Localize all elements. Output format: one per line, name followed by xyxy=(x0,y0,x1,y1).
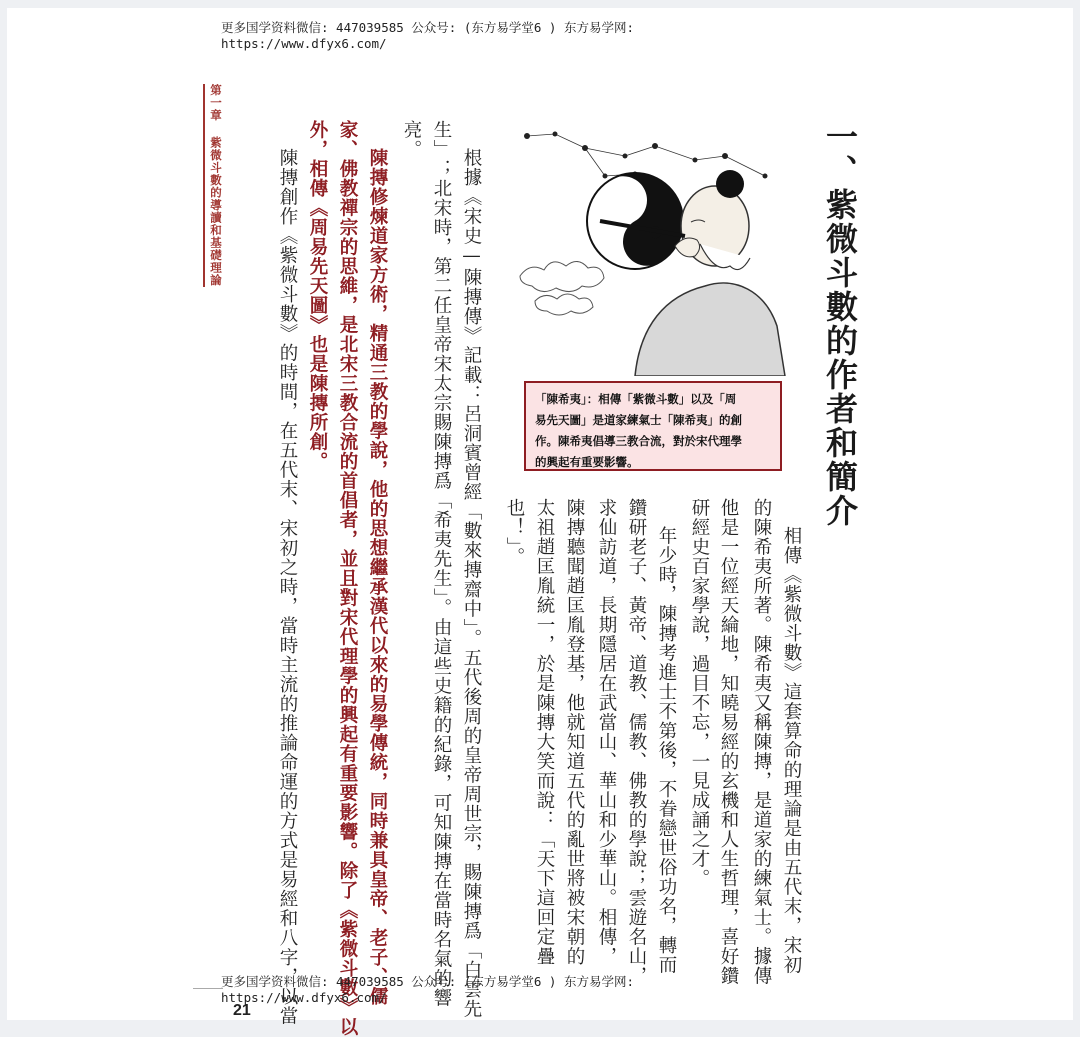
watermark-top: 更多国学资料微信: 447039585 公众号: (东方易学堂6 ) 东方易学网: https://www.dfyx6.com/ xyxy=(221,20,635,51)
body-column-r3: 他是一位經天綸地，知曉易經的玄機和人生哲理，喜好鑽 xyxy=(718,498,739,986)
watermark-bottom: 更多国学资料微信: 447039585 公众号: (东方易学堂6 ) 东方易学网: https://www.dfyx6.com/ xyxy=(221,974,635,1005)
body-column-r2: 的陳希夷所著。陳希夷又稱陳摶，是道家的練氣士。據傳 xyxy=(751,498,772,986)
page-number: 21 xyxy=(233,1002,251,1019)
body-column-l3: 亮。 xyxy=(401,120,422,159)
body-column-r4: 研經史百家學說，過目不忘，一見成誦之才。 xyxy=(689,498,710,888)
body-column-l1: 根據《宋史—陳摶傳》記載：呂洞賓曾經「數來摶齋中」。五代後周的皇帝周世宗，賜陳摶爲「白雲先 xyxy=(461,148,482,1019)
body-column-r6: 鑽研老子、黃帝、道教、儒教、佛教的學說；雲遊名山， xyxy=(626,498,647,986)
section-title: 一、紫微斗數的作者和簡介 xyxy=(821,120,859,528)
chen-xiyi-illustration xyxy=(515,126,787,376)
body-column-r7: 求仙訪道，長期隱居在武當山、華山和少華山。相傳， xyxy=(596,498,617,966)
body-column-l7: 陳摶創作《紫微斗數》的時間，在五代末、宋初之時，當時主流的推論命運的方式是易經和八字，以當 xyxy=(277,148,298,1026)
body-column-l6: 外，相傳《周易先天圖》也是陳摶所創。 xyxy=(307,120,328,471)
body-column-r10: 也！」。 xyxy=(504,498,525,567)
body-column-r9: 太祖趙匡胤統一，於是陳摶大笑而說：「天下這回定疊 xyxy=(534,498,555,966)
body-column-l2: 生」；北宋時，第二任皇帝宋太宗賜陳摶爲「希夷先生」。由這些史籍的紀錄，可知陳摶在當時名氣的響 xyxy=(431,120,452,1008)
body-column-l4: 陳摶修煉道家方術，精通三教的學說，他的思想繼承漢代以來的易學傳統，同時兼具皇帝、老子、儒 xyxy=(367,148,388,1006)
body-column-r1: 相傳《紫微斗數》這套算命的理論是由五代末，宋初 xyxy=(781,526,802,975)
body-column-l5: 家、佛教禪宗的思維，是北宋三教合流的首倡者，並且對宋代理學的興起有重要影響。除了《紫微斗數》以 xyxy=(337,120,358,1037)
body-column-r5: 年少時，陳摶考進士不第後，不眷戀世俗功名，轉而 xyxy=(656,526,677,975)
document-page xyxy=(7,8,1073,1037)
running-head: 第一章 紫微斗數的導讀和基礎理論 xyxy=(203,84,224,287)
body-column-r8: 陳摶聽聞趙匡胤登基，他就知道五代的亂世將被宋朝的 xyxy=(564,498,585,966)
illustration-caption: 「陳希夷」：相傳「紫微斗數」以及「周 易先天圖」是道家練氣士「陳希夷」的創 作。陳希夷倡導三教合流，對於宋代理學 的興起有重要影響。 xyxy=(524,381,782,471)
footer-rule xyxy=(193,988,223,989)
